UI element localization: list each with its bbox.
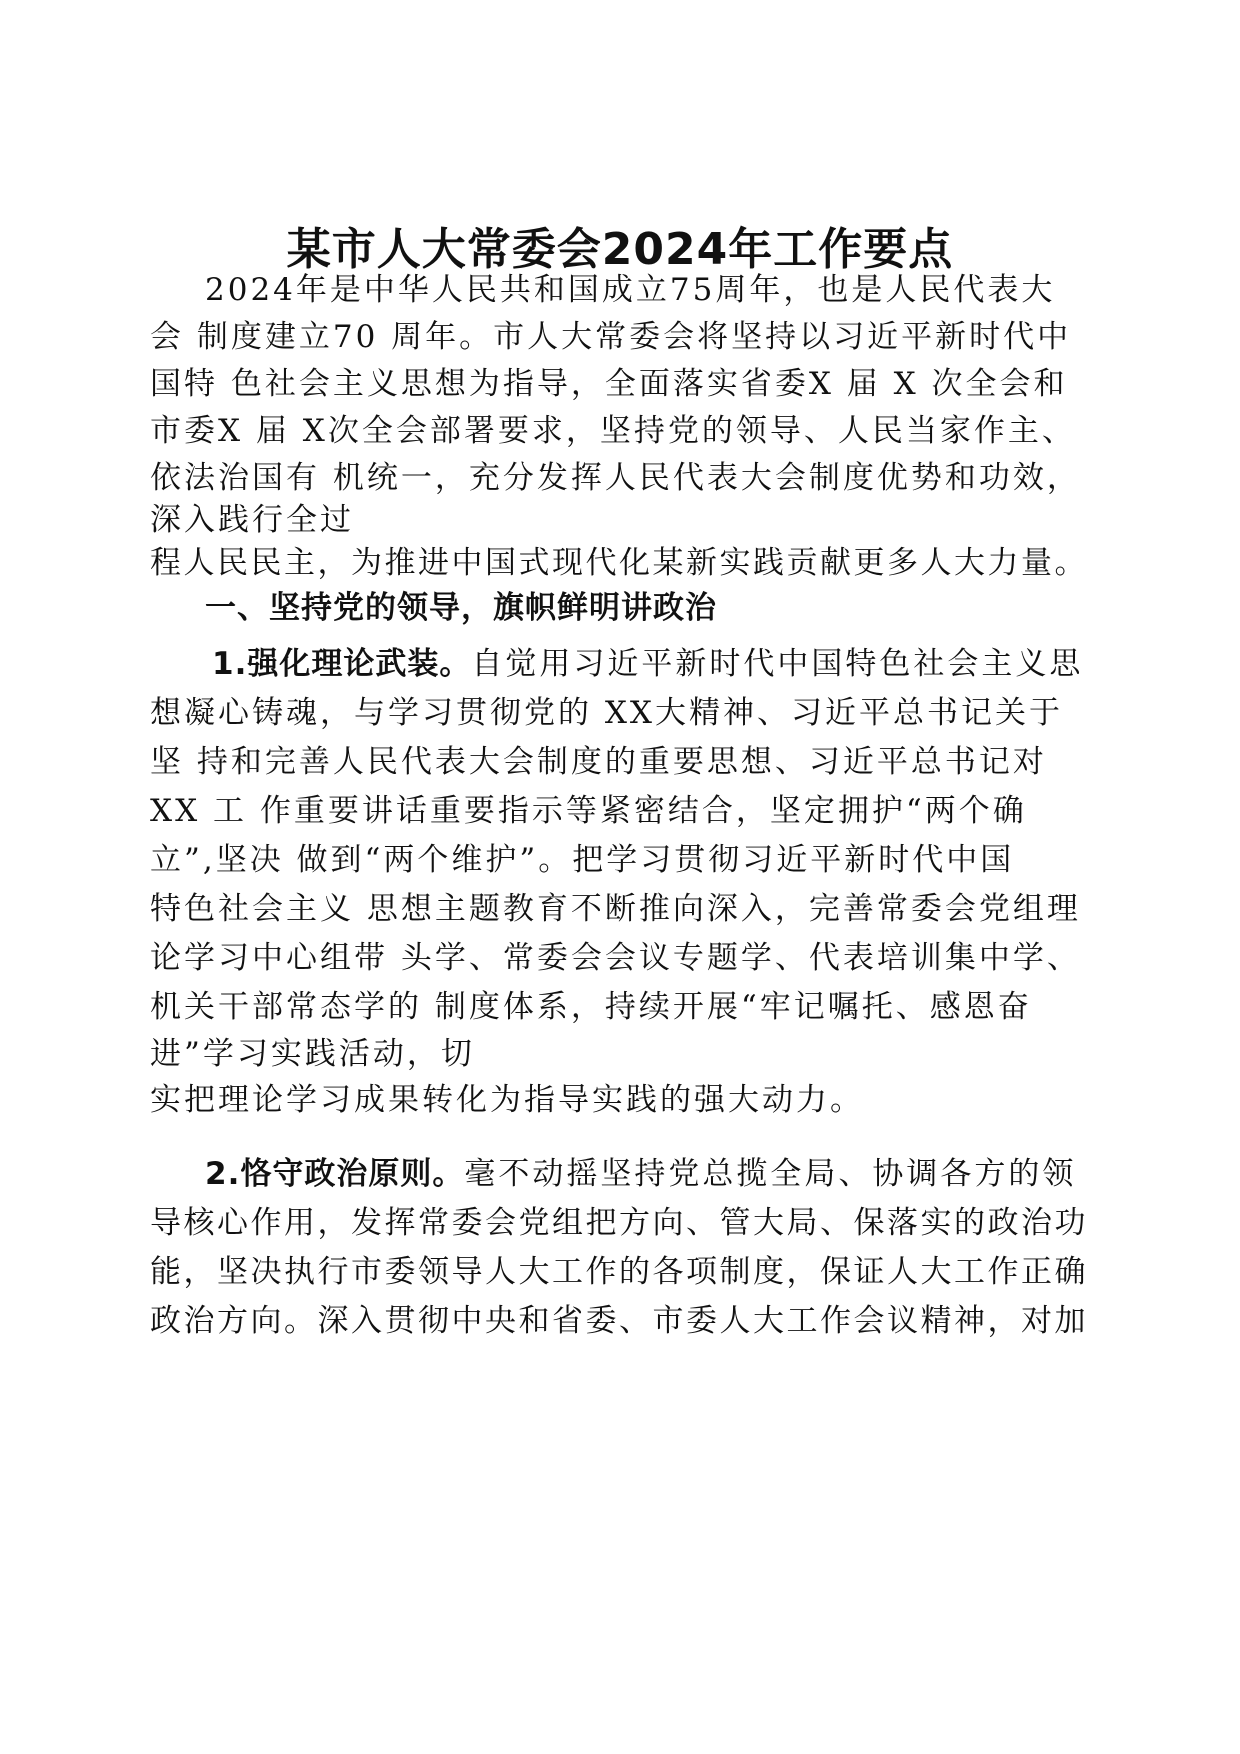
item-1-line: 机关干部常态学的 制度体系，持续开展“牢记嘱托、感恩奋	[150, 989, 1032, 1025]
item-2-lead: 2.恪守政治原则。	[205, 1156, 465, 1192]
item-1-line: 进”学习实践活动，切	[150, 1036, 475, 1072]
document-title: 某市人大常委会2024年工作要点	[286, 224, 954, 275]
item-1-line: 立”,坚决 做到“两个维护”。把学习贯彻习近平新时代中国	[150, 842, 1015, 878]
item-1-line: 论学习中心组带 头学、常委会会议专题学、代表培训集中学、	[150, 940, 1081, 976]
item-1-first-line	[212, 644, 1083, 684]
item-1-line: XX 工 作重要讲话重要指示等紧密结合，坚定拥护“两个确	[150, 793, 1027, 829]
intro-line: 依法治国有 机统一，充分发挥人民代表大会制度优势和功效，	[150, 460, 1081, 496]
item-2-line: 能，坚决执行市委领导人大工作的各项制度，保证人大工作正确	[150, 1254, 1088, 1290]
intro-line: 2024年是中华人民共和国成立75周年，也是人民代表大	[205, 272, 1056, 308]
intro-line: 程人民民主，为推进中国式现代化某新实践贡献更多人大力量。	[150, 545, 1088, 581]
intro-line: 深入践行全过	[150, 502, 354, 538]
item-1-line: 想凝心铸魂，与学习贯彻党的 XX大精神、习近平总书记关于	[150, 695, 1063, 731]
item-1-lead: 1.强化理论武装。	[212, 646, 472, 682]
intro-line: 国特 色社会主义思想为指导，全面落实省委X 届 X 次全会和	[150, 366, 1068, 402]
item-1-line: 实把理论学习成果转化为指导实践的强大动力。	[150, 1082, 864, 1118]
item-1-first-line-text: 自觉用习近平新时代中国特色社会主义思	[471, 646, 1084, 682]
item-1-line: 特色社会主义 思想主题教育不断推向深入，完善常委会党组理	[150, 891, 1081, 927]
item-2-line: 政治方向。深入贯彻中央和省委、市委人大工作会议精神，对加	[150, 1303, 1088, 1339]
item-2-first-line-text: 毫不动摇坚持党总揽全局、协调各方的领	[464, 1156, 1077, 1192]
intro-line: 市委X 届 X次全会部署要求，坚持党的领导、人民当家作主、	[150, 413, 1076, 449]
intro-line: 会 制度建立70 周年。市人大常委会将坚持以习近平新时代中	[150, 319, 1072, 355]
item-1-line: 坚 持和完善人民代表大会制度的重要思想、习近平总书记对	[150, 744, 1047, 780]
item-2-first-line	[205, 1154, 1076, 1194]
item-2-line: 导核心作用，发挥常委会党组把方向、管大局、保落实的政治功	[150, 1205, 1088, 1241]
section-heading: 一、坚持党的领导，旗帜鲜明讲政治	[205, 590, 717, 626]
